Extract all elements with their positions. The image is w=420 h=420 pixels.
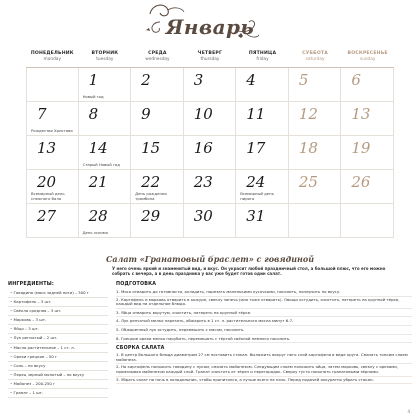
day-cell: [289, 170, 342, 204]
weekday-name-en: saturday: [305, 56, 325, 62]
day-number: 8: [88, 105, 99, 123]
ingredient-item: • Перец черный молотый – по вкусу: [8, 371, 108, 380]
day-cell: [184, 102, 237, 136]
day-cell: [79, 102, 132, 136]
day-cell: [341, 136, 394, 170]
weekday-header: [184, 50, 237, 67]
ingredients-heading: ИНГРЕДИЕНТЫ:: [8, 282, 55, 287]
ingredients-section: [8, 282, 108, 398]
month-title: Январь: [165, 15, 255, 39]
prep-heading: ПОДГОТОВКА: [116, 282, 157, 287]
weekday-name-en: friday: [256, 56, 269, 62]
day-number: 17: [246, 139, 266, 157]
holiday-note: Всемирный день снежного бала: [31, 191, 65, 201]
weekday-name: СРЕДА: [148, 51, 167, 56]
day-number: 29: [141, 207, 161, 225]
weekday-name-en: tuesday: [96, 56, 114, 62]
recipe-step: 6. Грецкие орехи мелко нарубить, перемешать с тёртой свёклой немного посолить.: [116, 335, 412, 344]
ingredient-item: • Свёкла средняя – 3 шт.: [8, 307, 108, 316]
weekday-header: [79, 50, 132, 67]
recipe-step: 2. На картофель положить говядину с луком, смазать майонезом. Следующим слоем положить яйца, затем морковь, свеклу с орехами, промазывая майонезом каждый слой. Гранат очистить от зёрен и перегородок. Сверху густо посыпать гранатовыми зёрнами.: [116, 364, 412, 376]
ingredient-item: • Картофель – 3 шт.: [8, 298, 108, 307]
weekday-name: ЧЕТВЕРГ: [197, 51, 223, 56]
ingredient-item: • Соль – по вкусу: [8, 362, 108, 371]
weekday-name-en: thursday: [200, 56, 220, 62]
day-cell: [341, 68, 394, 102]
day-cell: [341, 170, 394, 204]
day-cell: [184, 204, 237, 238]
day-cell: [236, 136, 289, 170]
day-cell: [79, 170, 132, 204]
day-number: 25: [298, 173, 318, 191]
day-cell: [289, 136, 342, 170]
ingredient-item: • Яйцо – 3 шт.: [8, 325, 108, 334]
day-number: 10: [193, 105, 213, 123]
day-cell: [26, 170, 79, 204]
day-number: 31: [246, 207, 266, 225]
day-cell: [131, 136, 184, 170]
day-number: 3: [193, 71, 204, 89]
page-number: 4: [407, 409, 410, 414]
ingredient-item: • Говядина (мясо задней ноги) – 300 г: [8, 289, 108, 298]
day-cell: [131, 102, 184, 136]
day-cell: [184, 170, 237, 204]
recipe-step: 4. Лук репчатый мелко нарезать, обжарить в 1 ст. л. растительного масла минут 6-7.: [116, 317, 412, 326]
day-number: 26: [351, 173, 371, 191]
ingredient-item: • Лук репчатый – 2 шт.: [8, 334, 108, 343]
empty-cell: [26, 68, 79, 102]
recipe-step: 5. Обжаренный лук остудить, перемешать с мясом, посолить.: [116, 326, 412, 335]
day-number: 21: [88, 173, 108, 191]
day-number: 19: [351, 139, 371, 157]
day-number: 9: [141, 105, 151, 123]
weekday-name-en: sunday: [359, 56, 376, 62]
weekday-name: ПЯТНИЦА: [248, 51, 277, 56]
day-cell: [236, 68, 289, 102]
empty-cell: [289, 204, 342, 238]
weekday-name: ПОНЕДЕЛЬНИК: [30, 51, 74, 56]
weekday-name-en: monday: [43, 56, 61, 62]
day-cell: [79, 68, 132, 102]
day-cell: [236, 170, 289, 204]
day-number: 1: [88, 71, 99, 89]
holiday-note: День рождения тромбона: [135, 191, 167, 201]
holiday-note: Новый год: [82, 93, 104, 99]
weekday-header: [289, 50, 342, 67]
day-number: 15: [141, 139, 161, 157]
weekday-name: ВТОРНИК: [91, 51, 119, 56]
day-number: 24: [246, 173, 266, 191]
weekday-header: [341, 50, 394, 67]
day-number: 7: [37, 105, 47, 123]
day-cell: [236, 204, 289, 238]
day-number: 5: [298, 71, 309, 89]
empty-cell: [341, 204, 394, 238]
recipe-intro: У него очень яркий и знаменитый вид, и вкус. Он украсит любой праздничный стол, а большой плюс, что его можно собрать с вечера, а в день праздника у вас уже будет готов один салат.: [112, 266, 386, 277]
ingredient-item: • Гранат – 1 шт.: [8, 389, 108, 398]
assembly-heading: СБОРКА САЛАТА: [116, 346, 165, 352]
recipe-step: 1. В центр большого блюда диаметром 27 см поставить стакан. Выложить вокруг него слой картофеля в виде круга. Смазать тонким слоем майонеза.: [116, 352, 412, 364]
recipe-step: 3. Яйца отварить вкрутую, очистить, натереть на крупной тёрке.: [116, 309, 412, 318]
day-cell: [79, 204, 132, 238]
day-number: 6: [351, 71, 361, 89]
holiday-note: Рождество Христово: [31, 127, 73, 133]
weekday-header: [26, 50, 79, 67]
ingredient-item: • Майонез – 200-250 г: [8, 380, 108, 389]
day-number: 16: [193, 139, 213, 157]
day-cell: [26, 204, 79, 238]
day-number: 23: [193, 173, 213, 191]
recipe-step: 3. Убрать салат на ночь в холодильник, чтобы пропитался, а лучше всего на ночь. Перед подачей аккуратно убрать стакан.: [116, 377, 412, 385]
weekday-name-en: wednesday: [145, 56, 170, 62]
day-number: 11: [246, 105, 266, 123]
day-number: 27: [37, 207, 57, 225]
day-cell: [26, 102, 79, 136]
weekday-header-row: [26, 50, 394, 68]
ingredients-list: [8, 289, 108, 398]
calendar-header: [0, 0, 420, 46]
weekday-header: [236, 50, 289, 67]
ingredient-item: • Орехи грецкие – 50 г: [8, 353, 108, 362]
day-number: 12: [298, 105, 318, 123]
day-number: 13: [37, 139, 57, 157]
recipe-title: Салат «Гранатовый браслет» с говядиной: [105, 254, 315, 264]
weekday-name: СУББОТА: [302, 51, 329, 56]
day-cell: [131, 170, 184, 204]
day-number: 30: [193, 207, 213, 225]
recipe-step: 2. Картофель и морковь отварить в кожуре, свеклу запечь (или тоже отварить). Овощи остудить, очистить, натереть на крупной тёрке, каждый вид на отдельное блюдо.: [116, 297, 412, 309]
ingredient-item: • Морковь – 3 шт.: [8, 316, 108, 325]
ingredient-item: • Масло растительное – 1 ст. л.: [8, 344, 108, 353]
day-number: 4: [246, 71, 256, 89]
day-cell: [79, 136, 132, 170]
calendar-days: [26, 68, 394, 238]
day-number: 18: [298, 139, 318, 157]
day-cell: [184, 68, 237, 102]
day-cell: [289, 68, 342, 102]
day-number: 22: [141, 173, 161, 191]
prep-steps: [116, 288, 412, 343]
calendar-grid: [26, 50, 394, 238]
day-number: 20: [37, 173, 57, 191]
day-cell: [184, 136, 237, 170]
holiday-note: Старый Новый год: [82, 161, 120, 167]
day-number: 2: [141, 71, 151, 89]
assembly-steps: [116, 352, 412, 384]
recipe-step: 1. Мясо отварить до готовности, охладить, нарезать маленькими кусочками, посолить, поперчить по вкусу.: [116, 288, 412, 297]
day-number: 13: [351, 105, 371, 123]
day-cell: [341, 102, 394, 136]
day-cell: [236, 102, 289, 136]
holiday-note: Всемирный день пирога: [240, 191, 274, 201]
day-cell: [289, 102, 342, 136]
day-cell: [131, 68, 184, 102]
day-cell: [131, 204, 184, 238]
weekday-name: ВОСКРЕСЕНЬЕ: [347, 51, 388, 56]
weekday-header: [131, 50, 184, 67]
holiday-note: День эскимо: [82, 229, 108, 235]
day-cell: [26, 136, 79, 170]
preparation-section: [116, 282, 412, 384]
day-number: 14: [88, 139, 108, 157]
day-number: 28: [88, 207, 108, 225]
